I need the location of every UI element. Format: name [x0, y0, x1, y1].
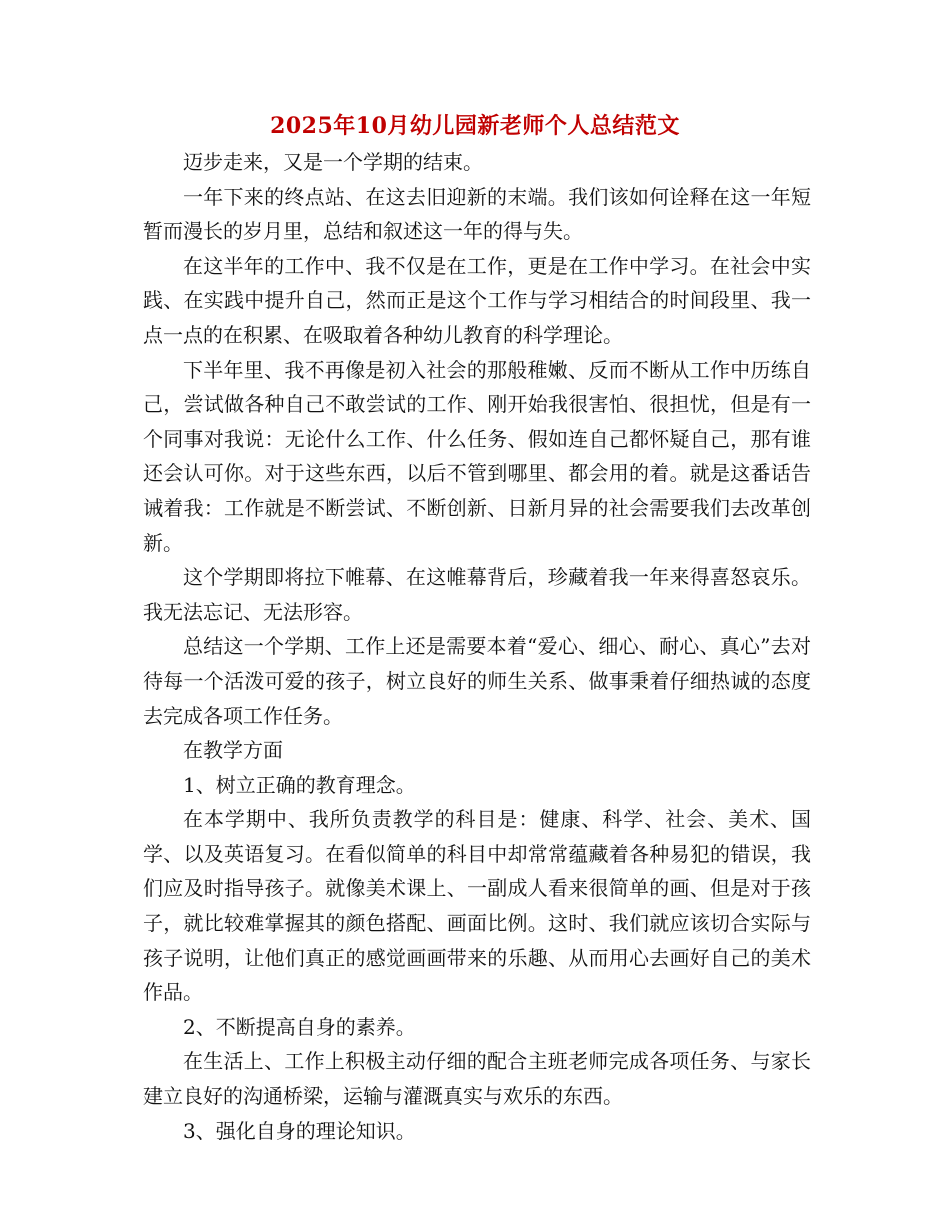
- paragraph: 迈步走来，又是一个学期的结束。: [183, 150, 483, 174]
- paragraph: 一年下来的终点站、在这去旧迎新的末端。我们该如何诠释在这一年短暂而漫长的岁月里，总结和叙述这一年的得与失。: [143, 184, 811, 244]
- section-heading: 在教学方面: [183, 738, 283, 763]
- document-title: 2025年10月幼儿园新老师个人总结范文: [270, 113, 680, 139]
- numbered-heading: 2、不断提高自身的素养。: [183, 1014, 416, 1039]
- paragraph: 在本学期中、我所负责教学的科目是：健康、科学、社会、美术、国学、以及英语复习。在看似简单的科目中却常常蕴藏着各种易犯的错误，我们应及时指导孩子。就像美术课上、一副成人看来很简单的画、但是对于孩子，就比较难掌握其的颜色搭配、画面比例。这时、我们就应该切合实际与孩子说明，让他们真正的感觉画画带来的乐趣、从而用心去画好自己的美术作品。: [143, 807, 811, 1005]
- paragraph: 在这半年的工作中、我不仅是在工作，更是在工作中学习。在社会中实践、在实践中提升自己，然而正是这个工作与学习相结合的时间段里、我一点一点的在积累、在吸取着各种幼儿教育的科学理论。: [143, 253, 811, 347]
- paragraph: 下半年里、我不再像是初入社会的那般稚嫩、反而不断从工作中历练自己，尝试做各种自己不敢尝试的工作、刚开始我很害怕、很担忧，但是有一个同事对我说：无论什么工作、什么任务、假如连自己都怀疑自己，那有谁还会认可你。对于这些东西，以后不管到哪里、都会用的着。就是这番话告诫着我：工作就是不断尝试、不断创新、日新月异的社会需要我们去改革创新。: [143, 357, 811, 555]
- paragraph: 在生活上、工作上积极主动仔细的配合主班老师完成各项任务、与家长建立良好的沟通桥梁，运输与灌溉真实与欢乐的东西。: [143, 1049, 811, 1109]
- numbered-heading: 3、强化自身的理论知识。: [183, 1118, 416, 1143]
- numbered-heading: 1、树立正确的教育理念。: [183, 772, 416, 797]
- paragraph: 总结这一个学期、工作上还是需要本着“爱心、细心、耐心、真心”去对待每一个活泼可爱的孩子，树立良好的师生关系、做事秉着仔细热诚的态度去完成各项工作任务。: [143, 634, 811, 728]
- paragraph: 这个学期即将拉下帷幕、在这帷幕背后，珍藏着我一年来得喜怒哀乐。我无法忘记、无法形容。: [143, 565, 811, 624]
- document-body: [143, 145, 811, 1148]
